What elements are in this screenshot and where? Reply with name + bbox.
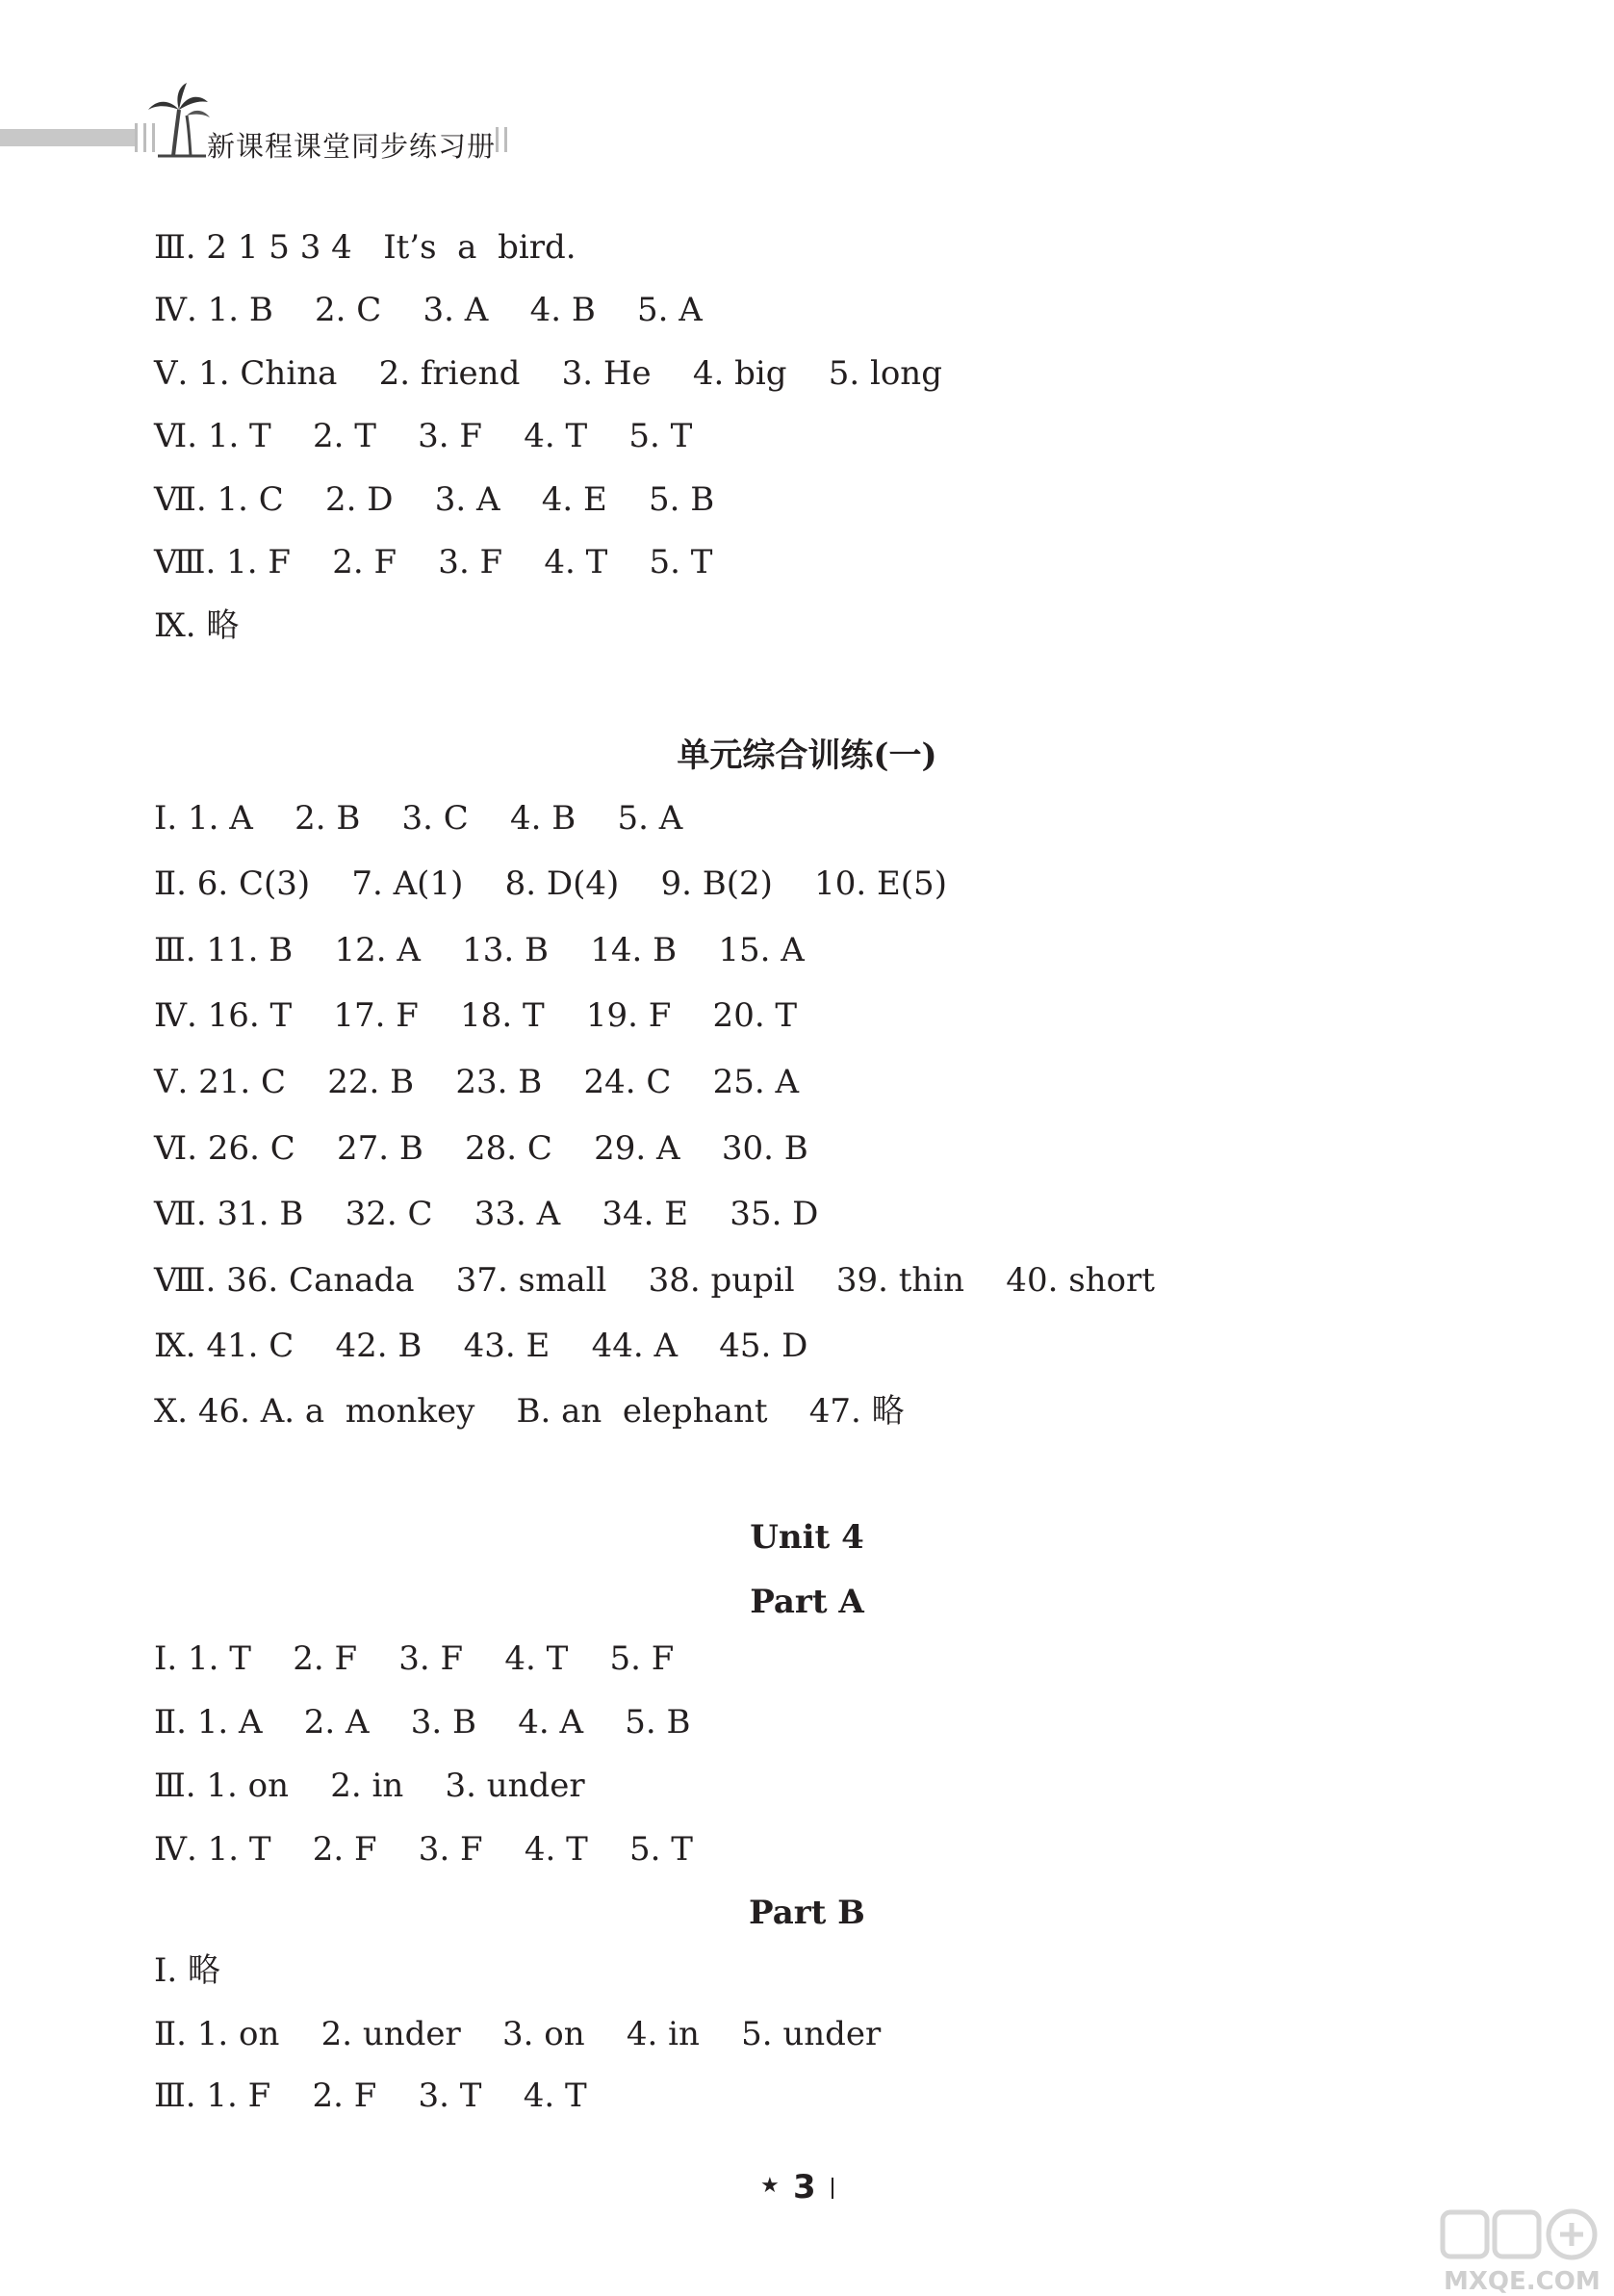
header-bar (0, 129, 135, 146)
answer-line: Ⅶ. 1. C 2. D 3. A 4. E 5. B (154, 480, 715, 519)
part-b-heading: Part B (749, 1894, 865, 1932)
page-number: 3 (793, 2168, 816, 2206)
answer-line: Ⅲ. 1. on 2. in 3. under (154, 1767, 585, 1805)
answer-line: Ⅲ. 11. B 12. A 13. B 14. B 15. A (154, 931, 805, 969)
answer-line: Ⅳ. 1. B 2. C 3. A 4. B 5. A (154, 291, 703, 329)
answer-line: Ⅸ. 略 (154, 606, 240, 645)
answer-line: Ⅲ. 2 1 5 3 4 It’s a bird. (154, 228, 576, 267)
footer-divider (832, 2178, 833, 2199)
header-title: 新课程课堂同步练习册 (207, 130, 497, 163)
answer-line: Ⅰ. 略 (154, 1951, 221, 1990)
answer-line: Ⅲ. 1. F 2. F 3. T 4. T (154, 2077, 587, 2115)
answer-line: Ⅵ. 26. C 27. B 28. C 29. A 30. B (154, 1129, 808, 1168)
answer-line: Ⅷ. 36. Canada 37. small 38. pupil 39. thin 40. short (154, 1261, 1155, 1300)
watermark-text: MXQE.COM (1444, 2267, 1601, 2296)
answer-line: Ⅴ. 1. China 2. friend 3. He 4. big 5. long (154, 354, 942, 393)
answer-line: Ⅱ. 1. on 2. under 3. on 4. in 5. under (154, 2015, 882, 2053)
star-icon: ★ (760, 2174, 780, 2198)
section-heading: 单元综合训练(一) (677, 736, 937, 775)
answer-line: Ⅱ. 6. C(3) 7. A(1) 8. D(4) 9. B(2) 10. E(5) (154, 864, 947, 903)
unit-heading: Unit 4 (750, 1518, 864, 1557)
answer-line: Ⅳ. 16. T 17. F 18. T 19. F 20. T (154, 996, 798, 1035)
part-a-heading: Part A (750, 1583, 864, 1621)
header-end-stripes (496, 127, 509, 152)
answer-line: Ⅷ. 1. F 2. F 3. F 4. T 5. T (154, 543, 713, 581)
answer-line: Ⅵ. 1. T 2. T 3. F 4. T 5. T (154, 417, 693, 455)
answer-line: Ⅱ. 1. A 2. A 3. B 4. A 5. B (154, 1703, 691, 1741)
palm-tree-icon (144, 81, 212, 158)
answer-line: Ⅴ. 21. C 22. B 23. B 24. C 25. A (154, 1063, 800, 1101)
answer-line: Ⅰ. 1. T 2. F 3. F 4. T 5. F (154, 1639, 675, 1678)
answer-line: Ⅸ. 41. C 42. B 43. E 44. A 45. D (154, 1327, 808, 1365)
answer-line: Ⅹ. 46. A. a monkey B. an elephant 47. 略 (154, 1392, 905, 1431)
answer-line: Ⅳ. 1. T 2. F 3. F 4. T 5. T (154, 1830, 693, 1869)
answer-line: Ⅶ. 31. B 32. C 33. A 34. E 35. D (154, 1195, 819, 1233)
answer-line: Ⅰ. 1. A 2. B 3. C 4. B 5. A (154, 799, 683, 838)
